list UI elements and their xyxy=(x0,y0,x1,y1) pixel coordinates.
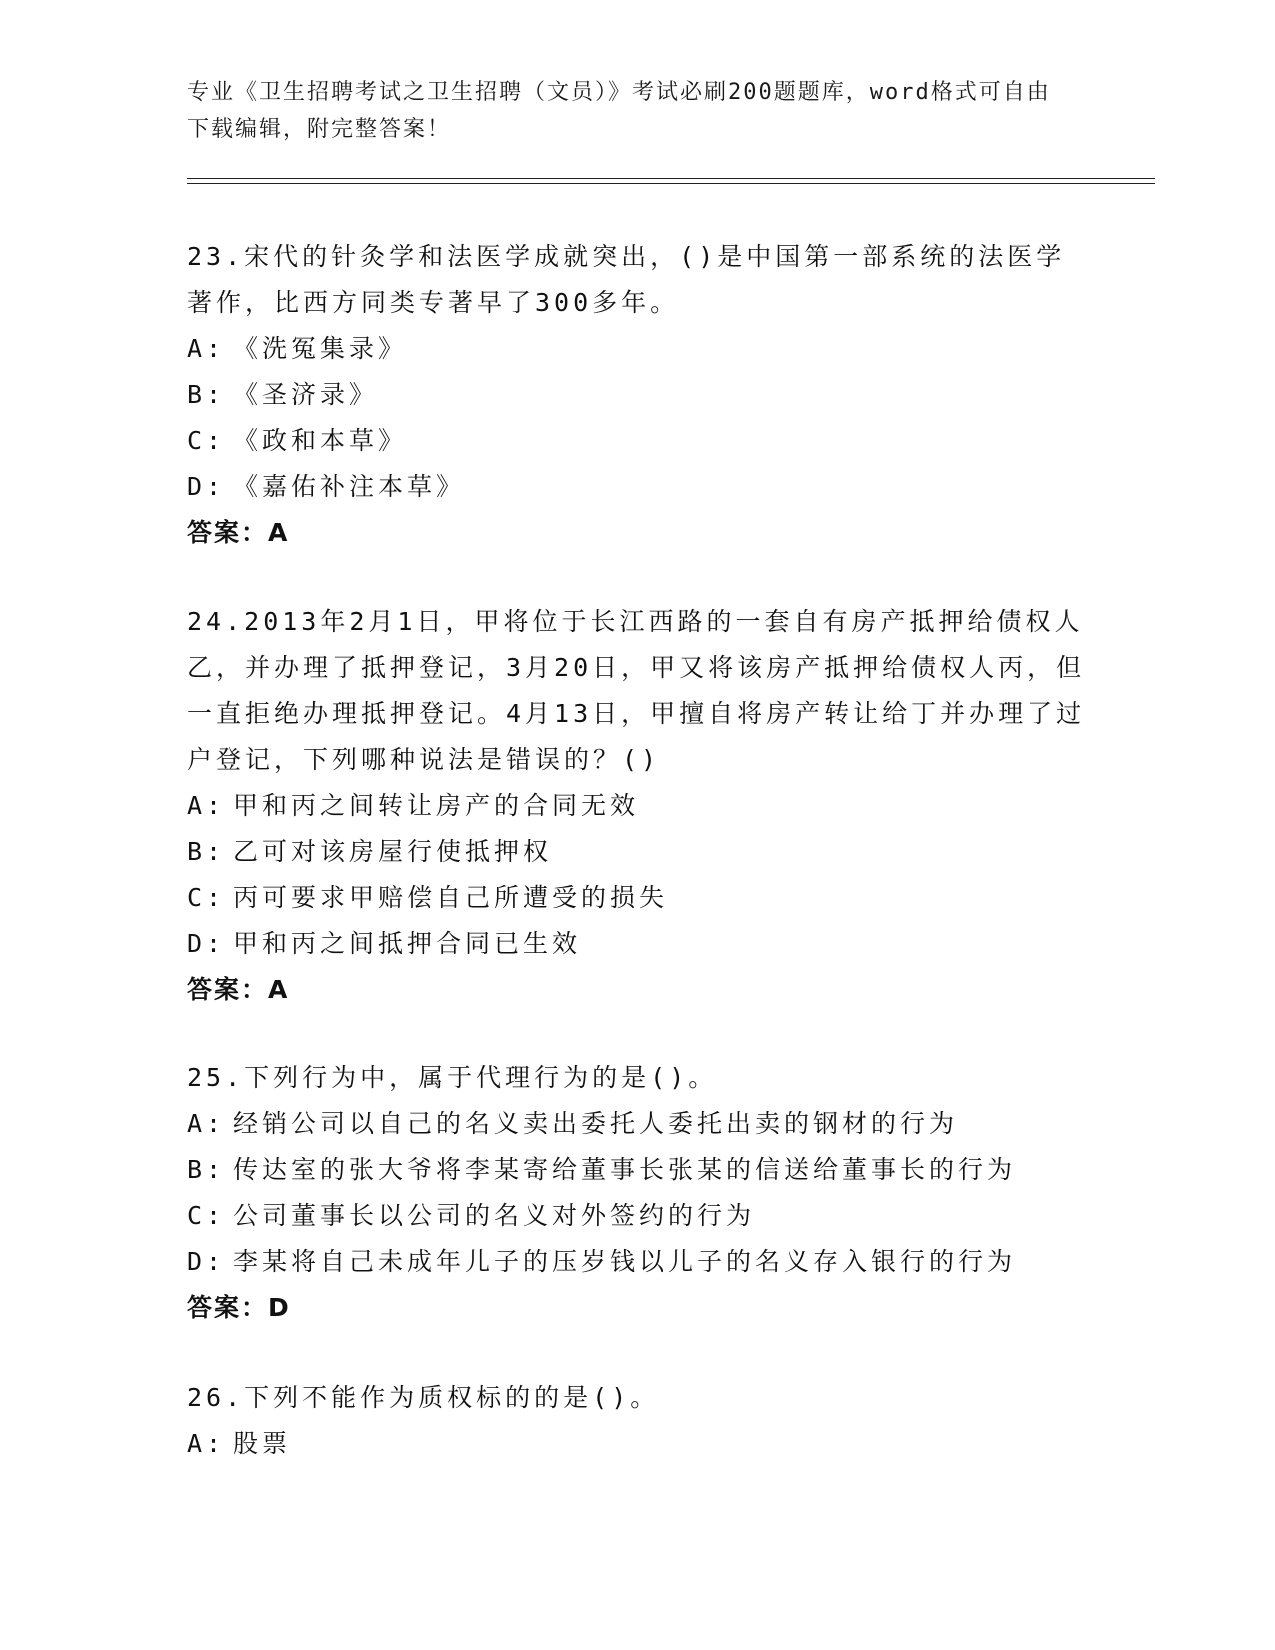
question-stem: 25.下列行为中，属于代理行为的是()。 xyxy=(187,1063,718,1092)
document-header: 专业《卫生招聘考试之卫生招聘（文员）》考试必刷200题题库，word格式可自由下载编辑，附完整答案！ xyxy=(187,80,1051,142)
option-text: 公司董事长以公司的名义对外签约的行为 xyxy=(233,1201,756,1230)
option-c xyxy=(187,875,1087,921)
question-stem: 23.宋代的针灸学和法医学成就突出，()是中国第一部系统的法医学著作，比西方同类专著早了300多年。 xyxy=(187,242,1066,317)
option-text: 股票 xyxy=(233,1429,292,1458)
option-text: 经销公司以自己的名义卖出委托人委托出卖的钢材的行为 xyxy=(233,1109,959,1138)
option-a xyxy=(187,783,1087,829)
option-text: 甲和丙之间转让房产的合同无效 xyxy=(233,791,640,820)
option-key: B: xyxy=(187,1155,226,1184)
option-key: A: xyxy=(187,1429,226,1458)
option-key: B: xyxy=(187,380,226,409)
option-a xyxy=(187,326,1087,372)
option-a xyxy=(187,1101,1087,1147)
question-23 xyxy=(187,234,1087,556)
option-key: A: xyxy=(187,334,226,363)
option-text: 丙可要求甲赔偿自己所遭受的损失 xyxy=(233,883,669,912)
option-b xyxy=(187,829,1087,875)
option-c xyxy=(187,418,1087,464)
answer-line: 答案：A xyxy=(187,975,290,1004)
option-text: 《洗冤集录》 xyxy=(233,334,408,363)
option-key: C: xyxy=(187,1201,226,1230)
question-26 xyxy=(187,1375,1087,1467)
option-text: 《嘉佑补注本草》 xyxy=(233,472,466,501)
option-key: A: xyxy=(187,791,226,820)
question-25 xyxy=(187,1055,1087,1331)
option-text: 乙可对该房屋行使抵押权 xyxy=(233,837,553,866)
option-d xyxy=(187,921,1087,967)
option-text: 《政和本草》 xyxy=(233,426,408,455)
option-b xyxy=(187,1147,1087,1193)
question-stem: 24.2013年2月1日，甲将位于长江西路的一套自有房产抵押给债权人乙，并办理了抵押登记，3月20日，甲又将该房产抵押给债权人丙，但一直拒绝办理抵押登记。4月13日，甲擅自将房产转让给丁并办理了过户登记，下列哪种说法是错误的？() xyxy=(187,607,1086,774)
option-d xyxy=(187,464,1087,510)
option-text: 传达室的张大爷将李某寄给董事长张某的信送给董事长的行为 xyxy=(233,1155,1017,1184)
option-c xyxy=(187,1193,1087,1239)
option-key: A: xyxy=(187,1109,226,1138)
option-key: C: xyxy=(187,883,226,912)
option-key: D: xyxy=(187,472,226,501)
answer-line: 答案：A xyxy=(187,518,290,547)
option-text: 甲和丙之间抵押合同已生效 xyxy=(233,929,582,958)
option-text: 李某将自己未成年儿子的压岁钱以儿子的名义存入银行的行为 xyxy=(233,1247,1017,1276)
header-divider-bottom xyxy=(187,183,1155,184)
option-key: D: xyxy=(187,929,226,958)
option-text: 《圣济录》 xyxy=(233,380,379,409)
option-key: B: xyxy=(187,837,226,866)
question-stem: 26.下列不能作为质权标的的是()。 xyxy=(187,1383,660,1412)
question-24 xyxy=(187,599,1087,1013)
option-b xyxy=(187,372,1087,418)
option-key: D: xyxy=(187,1247,226,1276)
answer-line: 答案：D xyxy=(187,1293,291,1322)
option-a xyxy=(187,1421,1087,1467)
option-key: C: xyxy=(187,426,226,455)
header-divider-top xyxy=(187,178,1155,179)
option-d xyxy=(187,1239,1087,1285)
